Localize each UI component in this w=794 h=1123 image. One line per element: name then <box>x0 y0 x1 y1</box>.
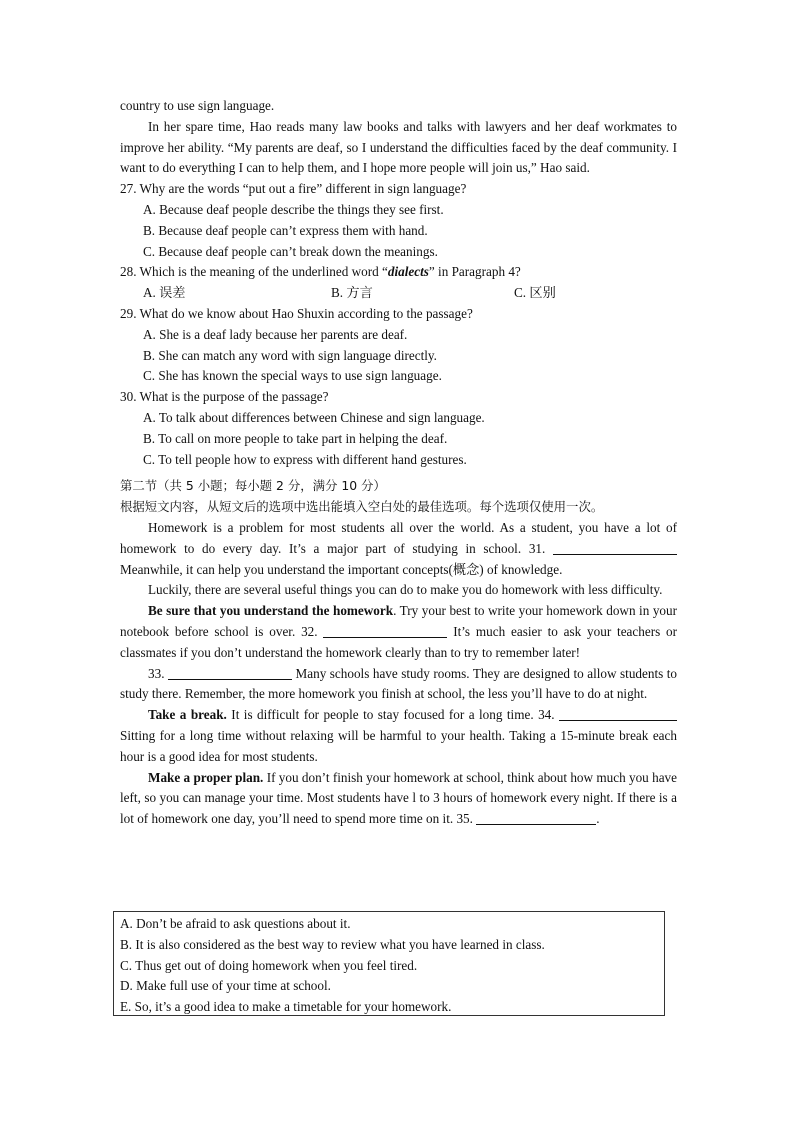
option-c: C. 区别 <box>514 285 556 301</box>
question-27 <box>120 179 677 262</box>
question-stem: 27. Why are the words “put out a fire” different in sign language? <box>120 181 467 197</box>
option-a: A. She is a deaf lady because her parents are deaf. <box>143 326 408 342</box>
stem-text: ” in Paragraph 4? <box>428 264 521 280</box>
paragraph-text: If you don’t finish your homework at school, think about how much you have left, so you can manage your time. Most students have l to 3 hours of homework every night. If there is a lot of homework one day, you’ll need to spend more time on it. 35. <box>120 769 677 827</box>
blank-33[interactable] <box>168 665 292 680</box>
box-option-a: A. Don’t be afraid to ask questions about it. <box>120 916 351 931</box>
document-page <box>120 96 677 830</box>
section-heading: 第二节（共 5 小题；每小题 2 分，满分 10 分） <box>120 478 386 494</box>
cloze-paragraph-5 <box>120 705 677 767</box>
cloze-paragraph-2: Luckily, there are several useful things you can do to make you do homework with less difficulty. <box>148 582 663 598</box>
paragraph-text: It’s much easier to ask your teachers or classmates if you don’t understand the homework clearly than to try to remember later! <box>120 623 678 660</box>
stem-text: 28. Which is the meaning of the underlined word “ <box>120 264 388 280</box>
cloze-paragraph-1 <box>120 518 677 580</box>
blank-35[interactable] <box>476 810 596 825</box>
box-option-c: C. Thus get out of doing homework when you feel tired. <box>120 957 418 973</box>
question-30 <box>120 387 677 470</box>
option-c: C. To tell people how to express with different hand gestures. <box>143 451 467 467</box>
option-b: B. She can match any word with sign language directly. <box>143 347 437 363</box>
cloze-paragraph-6 <box>120 768 677 830</box>
bold-heading: Be sure that you understand the homework <box>148 603 394 619</box>
passage-line: country to use sign language. <box>120 98 275 113</box>
question-stem: 29. What do we know about Hao Shuxin according to the passage? <box>120 305 473 321</box>
question-stem <box>120 262 677 283</box>
paragraph-text: Meanwhile, it can help you understand the important concepts(概念) of knowledge. <box>120 561 563 577</box>
option-b: B. Because deaf people can’t express them with hand. <box>143 222 428 238</box>
box-option-d: D. Make full use of your time at school. <box>120 978 331 994</box>
option-b: B. To call on more people to take part in helping the deaf. <box>143 430 448 446</box>
paragraph-text: It is difficult for people to stay focused for a long time. 34. <box>231 707 555 723</box>
bold-heading: Take a break. <box>148 707 227 723</box>
option-a: A. 误差 <box>143 285 186 301</box>
paragraph-text: Homework is a problem for most students all over the world. As a student, you have a lot of homework to do every day. It’s a major part of studying in school. 31. <box>120 519 677 556</box>
box-option-b: B. It is also considered as the best way to review what you have learned in class. <box>120 936 545 952</box>
option-a: A. Because deaf people describe the things they see first. <box>143 201 444 217</box>
option-a: A. To talk about differences between Chinese and sign language. <box>143 409 485 425</box>
paragraph-text: . Try your best to write your homework down in your notebook before school is over. 32. <box>120 603 678 639</box>
box-option-e: E. So, it’s a good idea to make a timetable for your homework. <box>120 999 452 1015</box>
underlined-word: dialects <box>387 264 429 280</box>
cloze-paragraph-4 <box>120 664 677 706</box>
section-instruction: 根据短文内容，从短文后的选项中选出能填入空白处的最佳选项。每个选项仅使用一次。 <box>120 499 604 515</box>
bold-heading: Make a proper plan. <box>148 769 264 785</box>
paragraph-text: . <box>596 811 600 827</box>
option-b: B. 方言 <box>331 285 373 301</box>
question-stem: 30. What is the purpose of the passage? <box>120 389 329 405</box>
option-c: C. Because deaf people can’t break down the meanings. <box>143 243 438 259</box>
blank-32[interactable] <box>323 623 447 638</box>
options-box <box>113 911 665 1016</box>
passage-paragraph: In her spare time, Hao reads many law books and talks with lawyers and her deaf workmates to improve her ability. “My parents are deaf, so I understand the difficulties faced by the deaf community. I want to do everything I can to help them, and I hope more people will join us,” Hao said. <box>120 118 677 176</box>
blank-34[interactable] <box>559 706 677 721</box>
cloze-paragraph-3 <box>120 601 677 663</box>
blank-31[interactable] <box>553 540 677 555</box>
blank-number: 33. <box>148 665 165 681</box>
paragraph-text: Many schools have study rooms. They are designed to allow students to study there. Remember, the more homework you finish at school, the less you’ll have to do at night. <box>120 665 678 702</box>
option-row <box>120 283 677 304</box>
option-c: C. She has known the special ways to use sign language. <box>143 368 442 384</box>
question-29 <box>120 304 677 387</box>
paragraph-text: Sitting for a long time without relaxing will be harmful to your health. Taking a 15-minute break each hour is a good idea for most students. <box>120 727 677 764</box>
question-28 <box>120 262 677 304</box>
